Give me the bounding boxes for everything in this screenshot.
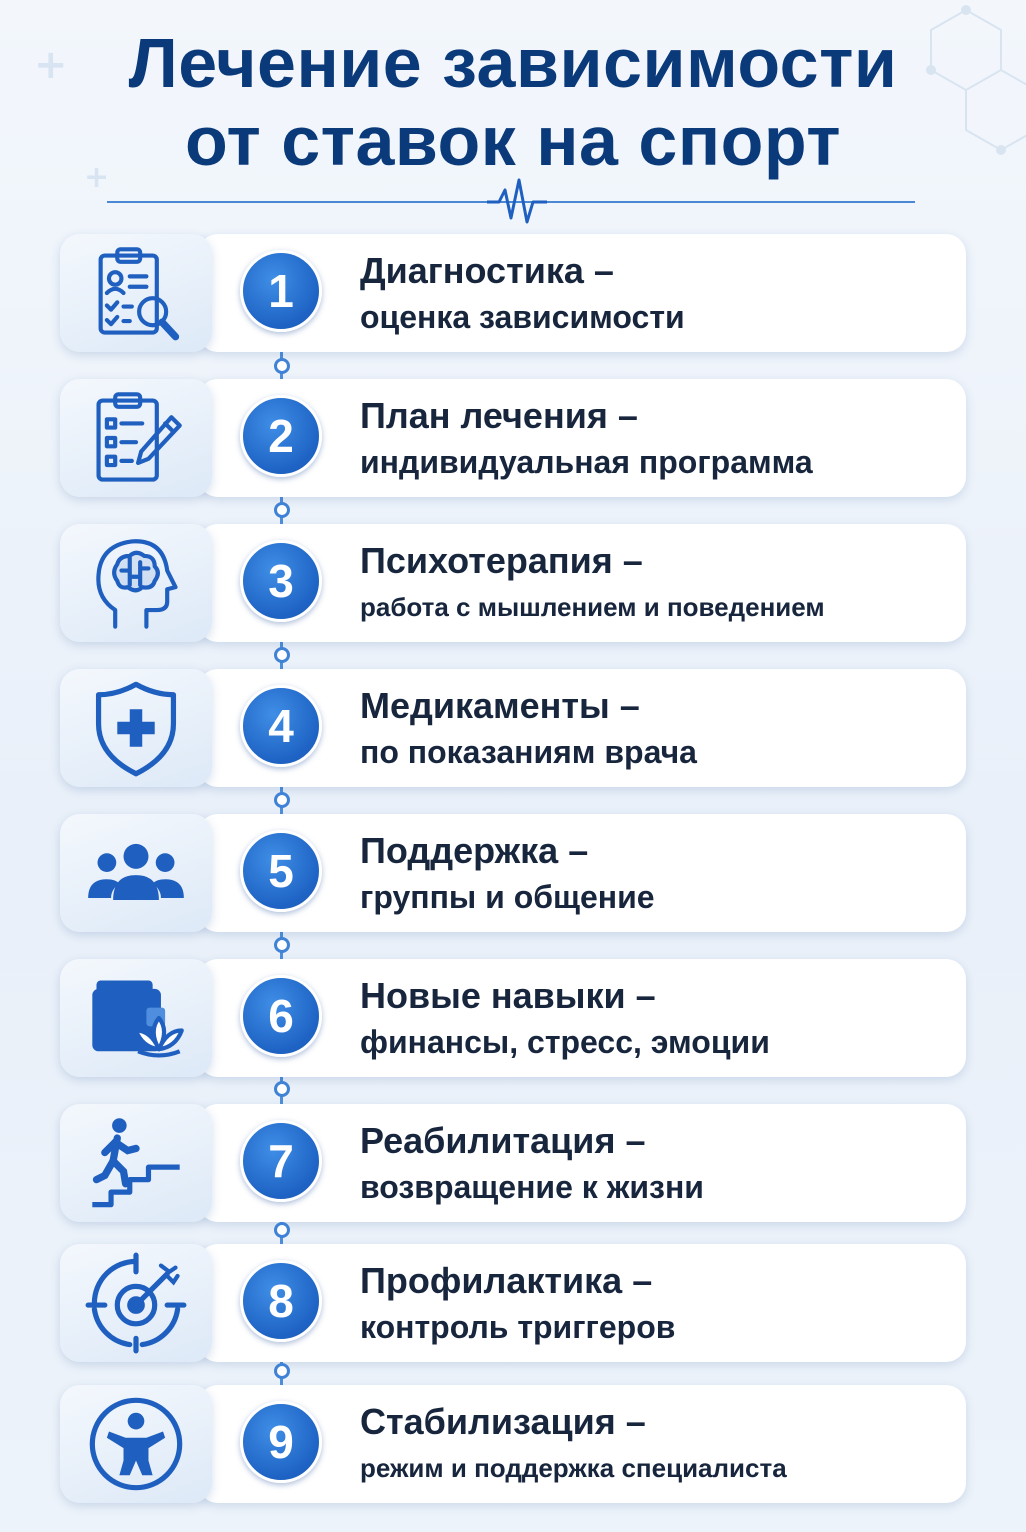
step-icon-box — [60, 1244, 212, 1362]
page-title — [0, 24, 1026, 180]
person-stairs-icon — [84, 1111, 188, 1215]
step-number-badge: 5 — [240, 830, 322, 912]
clipboard-pencil-icon — [84, 386, 188, 490]
step-title: Психотерапия – — [360, 540, 643, 581]
step-text — [360, 248, 960, 340]
step-subtitle: индивидуальная программа — [360, 444, 813, 480]
step-subtitle: группы и общение — [360, 879, 655, 915]
step-subtitle: режим и поддержка специалиста — [360, 1453, 787, 1483]
shield-cross-icon — [84, 676, 188, 780]
step-icon-box — [60, 234, 212, 352]
step-text — [360, 828, 960, 920]
step-text — [360, 393, 960, 485]
timeline-dot — [274, 1081, 290, 1097]
step-number-badge: 2 — [240, 395, 322, 477]
step-title: Реабилитация – — [360, 1120, 646, 1161]
step-title: План лечения – — [360, 395, 638, 436]
step-subtitle: контроль триггеров — [360, 1309, 676, 1345]
step-number-badge: 7 — [240, 1120, 322, 1202]
step-8 — [58, 1242, 968, 1368]
step-number-badge: 8 — [240, 1260, 322, 1342]
timeline-dot — [274, 937, 290, 953]
person-circle-icon — [84, 1392, 188, 1496]
title-line-1: Лечение зависимости — [128, 24, 898, 102]
step-title: Поддержка – — [360, 830, 589, 871]
timeline-dot — [274, 1363, 290, 1379]
timeline-dot — [274, 502, 290, 518]
step-3 — [58, 522, 968, 648]
step-icon-box — [60, 1104, 212, 1222]
step-icon-box — [60, 1385, 212, 1503]
step-5 — [58, 812, 968, 938]
decor-plus-icon: + — [84, 160, 110, 195]
step-number-badge: 3 — [240, 540, 322, 622]
step-icon-box — [60, 814, 212, 932]
title-line-2: от ставок на спорт — [185, 102, 841, 180]
step-subtitle: работа с мышлением и поведением — [360, 592, 825, 622]
step-icon-box — [60, 669, 212, 787]
heartbeat-divider — [107, 178, 915, 228]
step-6 — [58, 957, 968, 1083]
step-title: Медикаменты – — [360, 685, 640, 726]
step-text — [360, 973, 960, 1065]
step-2 — [58, 377, 968, 503]
step-subtitle: по показаниям врача — [360, 734, 697, 770]
timeline-dot — [274, 358, 290, 374]
step-icon-box — [60, 379, 212, 497]
step-subtitle: оценка зависимости — [360, 299, 685, 335]
step-text — [360, 1399, 960, 1491]
timeline-dot — [274, 647, 290, 663]
step-title: Профилактика – — [360, 1260, 653, 1301]
people-group-icon — [84, 821, 188, 925]
step-number-badge: 1 — [240, 250, 322, 332]
step-number-badge: 6 — [240, 975, 322, 1057]
step-text — [360, 1258, 960, 1350]
step-icon-box — [60, 959, 212, 1077]
step-title: Новые навыки – — [360, 975, 656, 1016]
step-9 — [58, 1383, 968, 1509]
step-number-badge: 4 — [240, 685, 322, 767]
target-arrow-icon — [84, 1251, 188, 1355]
decor-plus-icon: + — [34, 42, 68, 88]
step-text — [360, 538, 960, 630]
step-title: Диагностика – — [360, 250, 614, 291]
step-icon-box — [60, 524, 212, 642]
clipboard-search-icon — [84, 241, 188, 345]
step-text — [360, 1118, 960, 1210]
step-text — [360, 683, 960, 775]
timeline-dot — [274, 792, 290, 808]
step-1 — [58, 232, 968, 358]
timeline-dot — [274, 1222, 290, 1238]
step-number-badge: 9 — [240, 1401, 322, 1483]
step-title: Стабилизация – — [360, 1401, 646, 1442]
step-7 — [58, 1102, 968, 1228]
step-subtitle: возвращение к жизни — [360, 1169, 704, 1205]
wallet-lotus-icon — [84, 966, 188, 1070]
head-brain-icon — [84, 531, 188, 635]
step-4 — [58, 667, 968, 793]
step-subtitle: финансы, стресс, эмоции — [360, 1024, 770, 1060]
